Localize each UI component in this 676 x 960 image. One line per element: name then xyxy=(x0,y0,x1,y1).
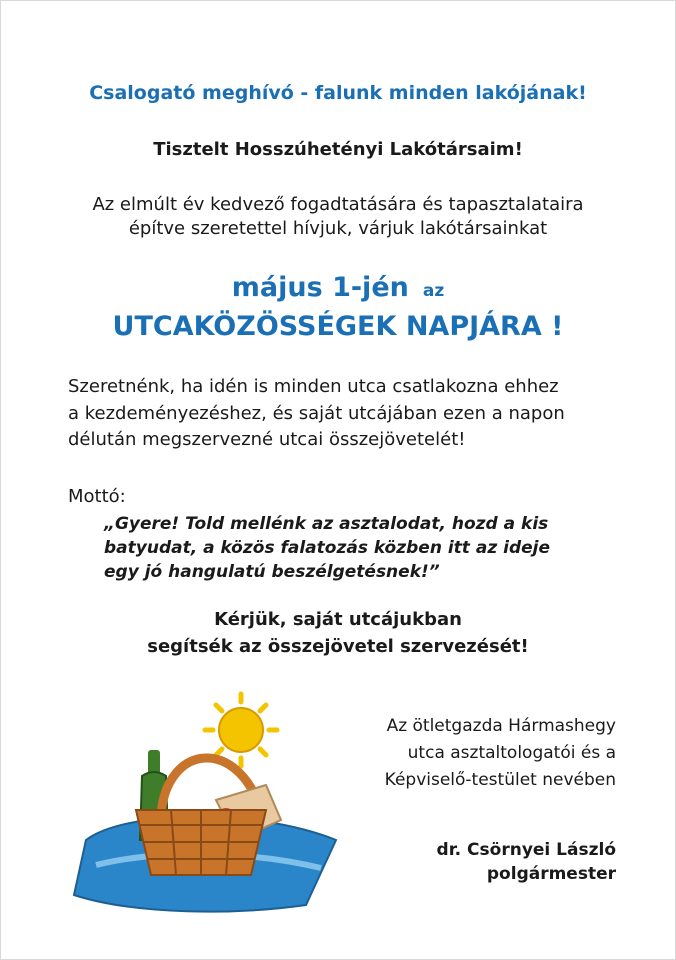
motto-line: batyudat, a közös falatozás közben itt az ideje xyxy=(104,538,551,558)
basket-icon xyxy=(136,810,266,875)
paragraph-line: délután megszervezné utcai összejövetelét! xyxy=(68,429,466,450)
event-date: május 1-jén xyxy=(231,272,409,303)
paragraph-line: Szeretnénk, ha idén is minden utca csatlakozna ehhez xyxy=(68,376,559,397)
motto-quote xyxy=(104,512,604,584)
signature-block xyxy=(437,838,616,886)
intro-line: Az elmúlt év kedvező fogadtatására és tapasztalataira xyxy=(92,194,584,215)
motto-line: egy jó hangulatú beszélgetésnek!” xyxy=(104,562,440,582)
event-title: UTCAKÖZÖSSÉGEK NAPJÁRA ! xyxy=(112,311,564,342)
request-line: segítsék az összejövetel szervezését! xyxy=(147,636,529,657)
sender-line: utca asztaltologatói és a xyxy=(407,743,616,763)
event-date-suffix: az xyxy=(422,281,445,301)
greeting: Tisztelt Hosszúhetényi Lakótársaim! xyxy=(153,139,523,160)
signature-name: dr. Csörnyei László xyxy=(436,840,616,860)
intro-text xyxy=(40,193,636,241)
motto-line: „Gyere! Told mellénk az asztalodat, hozd a kis xyxy=(104,514,549,534)
request-text xyxy=(0,606,676,660)
paragraph-line: a kezdeményezéshez, és saját utcájában ezen a napon xyxy=(68,402,565,424)
headline: Csalogató meghívó - falunk minden lakójának! xyxy=(89,82,587,104)
event-date-line xyxy=(0,272,676,303)
sender-block xyxy=(385,713,616,794)
sender-line: Az ötletgazda Hármashegy xyxy=(386,716,616,736)
request-line: Kérjük, saját utcájukban xyxy=(214,609,462,630)
intro-line: építve szeretettel hívjuk, várjuk lakótársainkat xyxy=(128,218,548,239)
picnic-basket-sun-illustration xyxy=(66,690,356,920)
motto-label: Mottó: xyxy=(68,486,126,507)
signature-title: polgármester xyxy=(486,864,616,884)
invitation-paragraph xyxy=(68,374,624,454)
sender-line: Képviselő-testület nevében xyxy=(384,770,616,790)
